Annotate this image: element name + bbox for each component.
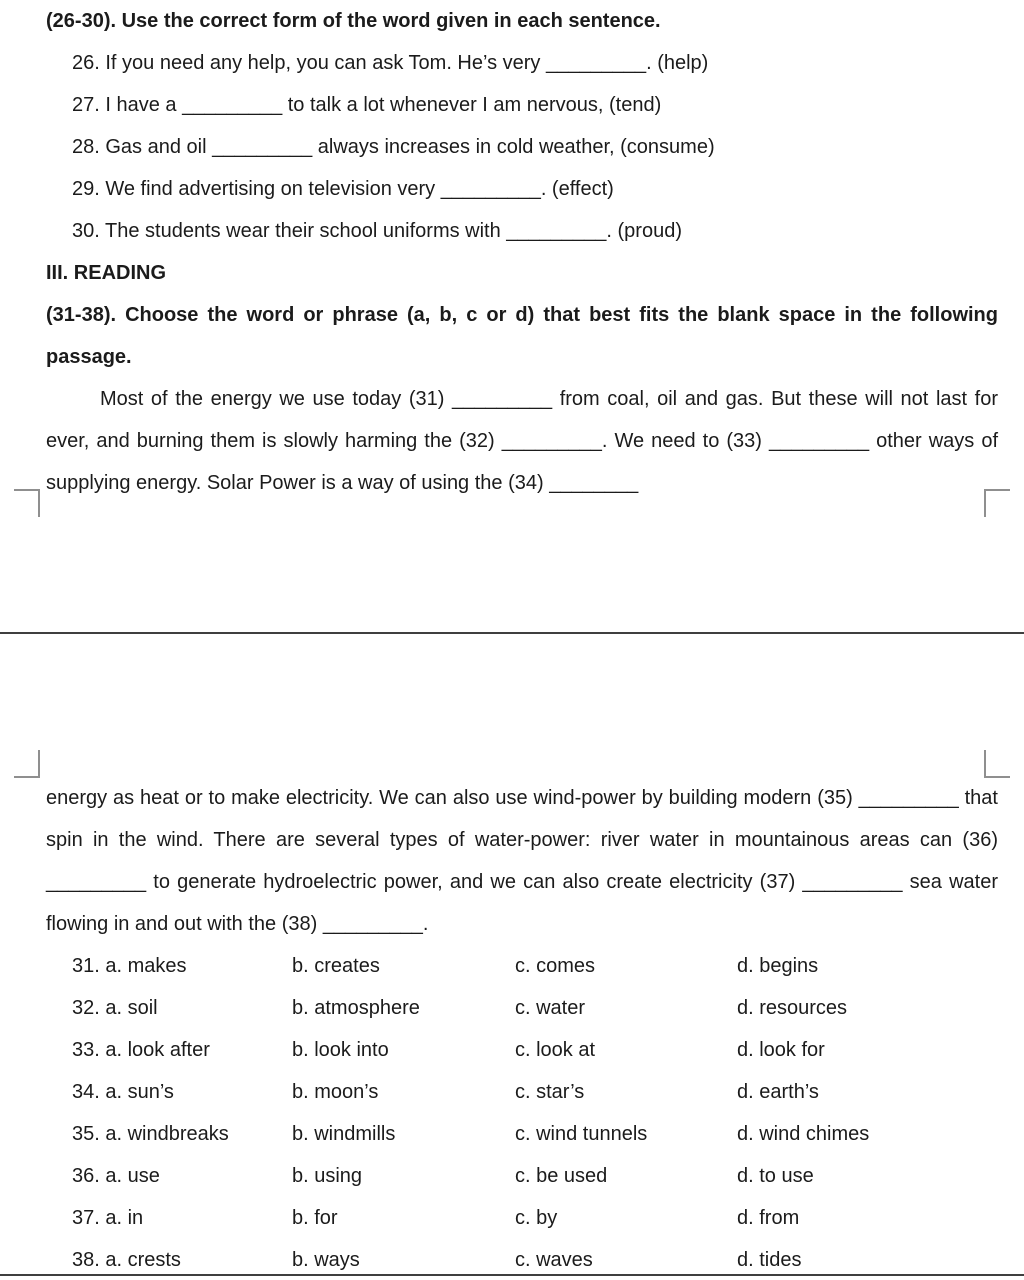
option-cell: c. by [515, 1207, 558, 1229]
option-cell: 38. a. crests [72, 1249, 181, 1271]
reading-instruction: (31-38). Choose the word or phrase (a, b, c or d) that best fits the blank space in the following passage. [46, 304, 998, 368]
option-cell: b. atmosphere [292, 997, 420, 1019]
option-cell: d. earth’s [737, 1081, 819, 1103]
option-cell: b. windmills [292, 1123, 396, 1145]
passage-part-1: Most of the energy we use today (31) _________ from coal, oil and gas. But these will not last for ever, and burning them is slowly harming the (32) _________. We need to (33) _________ other ways of supplying energy. Solar Power is a way of using the (34) ________ [46, 388, 998, 494]
option-cell: b. ways [292, 1249, 360, 1271]
page-break-gap [0, 504, 1024, 777]
option-cell: b. for [292, 1207, 338, 1229]
option-cell: 31. a. makes [72, 955, 187, 977]
option-cell: d. wind chimes [737, 1123, 870, 1145]
word-form-item: 30. The students wear their school uniforms with _________. (proud) [72, 220, 682, 242]
option-cell: c. star’s [515, 1081, 585, 1103]
option-cell: c. look at [515, 1039, 596, 1061]
passage-part-2: energy as heat or to make electricity. We can also use wind-power by building modern (35) _________ that spin in the wind. There are several types of water-power: river water in mountainous areas can (36) _________ to generate hydroelectric power, and we can also create electricity (37) _________ sea water flowing in and out with the (38) _________. [46, 787, 998, 935]
option-cell: d. tides [737, 1249, 802, 1271]
option-cell: 34. a. sun’s [72, 1081, 174, 1103]
word-form-item: 27. I have a _________ to talk a lot whenever I am nervous, (tend) [72, 94, 662, 116]
option-cell: c. comes [515, 955, 596, 977]
option-cell: 35. a. windbreaks [72, 1123, 229, 1145]
option-cell: d. look for [737, 1039, 825, 1061]
option-cell: 37. a. in [72, 1207, 144, 1229]
word-form-item: 26. If you need any help, you can ask Tom. He’s very _________. (help) [72, 52, 709, 74]
option-cell: c. be used [515, 1165, 608, 1187]
option-cell: 36. a. use [72, 1165, 160, 1187]
option-cell: 32. a. soil [72, 997, 158, 1019]
option-cell: b. creates [292, 955, 380, 977]
option-cell: d. resources [737, 997, 848, 1019]
option-cell: c. wind tunnels [515, 1123, 648, 1145]
option-cell: b. using [292, 1165, 363, 1187]
option-cell: d. to use [737, 1165, 814, 1187]
option-cell: d. from [737, 1207, 800, 1229]
word-form-item: 29. We find advertising on television very _________. (effect) [72, 178, 614, 200]
option-cell: 33. a. look after [72, 1039, 210, 1061]
option-cell: b. look into [292, 1039, 389, 1061]
option-cell: c. water [515, 997, 586, 1019]
option-cell: d. begins [737, 955, 819, 977]
reading-section-title: III. READING [46, 262, 167, 284]
option-cell: b. moon’s [292, 1081, 379, 1103]
word-form-heading: (26-30). Use the correct form of the word given in each sentence. [46, 10, 661, 32]
word-form-item: 28. Gas and oil _________ always increases in cold weather, (consume) [72, 136, 715, 158]
option-cell: c. waves [515, 1249, 593, 1271]
options-table [72, 945, 998, 1280]
